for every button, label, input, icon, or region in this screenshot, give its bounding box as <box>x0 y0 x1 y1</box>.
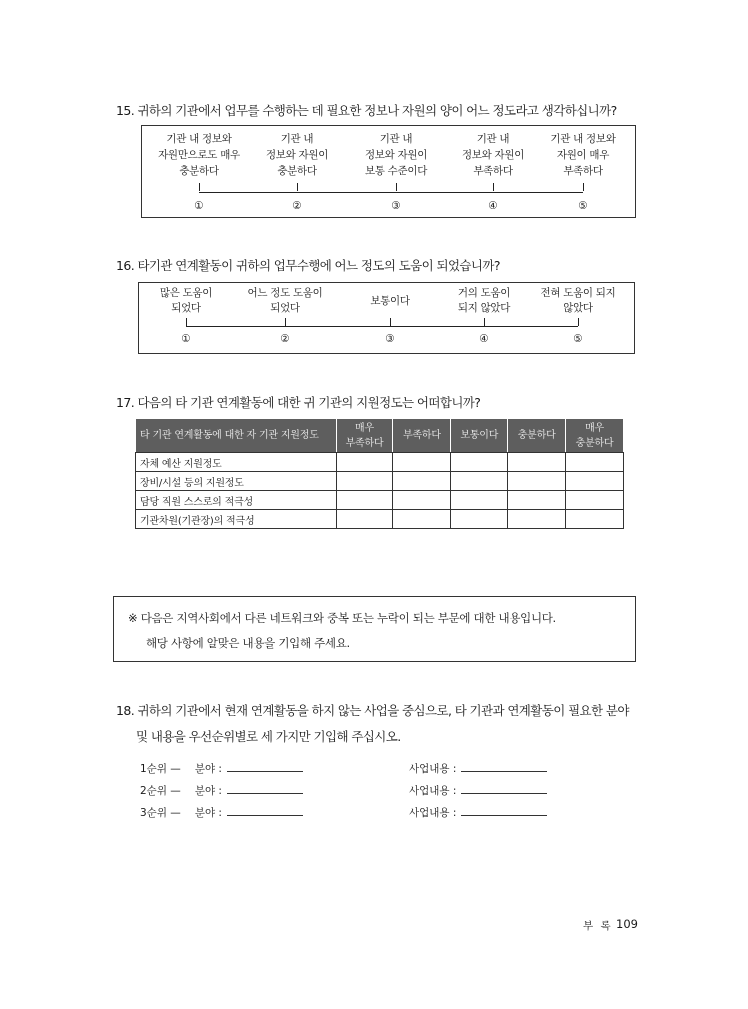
content-input[interactable] <box>461 805 547 816</box>
scale-tick <box>199 183 200 191</box>
rating-cell[interactable] <box>508 491 566 510</box>
scale-option-marker[interactable]: ⑤ <box>573 333 583 345</box>
scale-option-text: 않았다 <box>563 302 593 314</box>
question-17-title: 17. 다음의 타 기관 연계활동에 대한 귀 기관의 지원정도는 어떠합니까? <box>116 395 481 410</box>
scale-option-marker[interactable]: ③ <box>385 333 395 345</box>
content-row <box>409 783 547 798</box>
rank-label: 3순위 <box>140 807 167 819</box>
question-18-title-line-1: 18. 귀하의 기관에서 현재 연계활동을 하지 않는 사업을 중심으로, 타 기관과 연계활동이 필요한 분야 <box>116 703 629 718</box>
header-text: 보통이다 <box>460 430 499 441</box>
scale-option-text: 되었다 <box>270 302 300 314</box>
rating-cell[interactable] <box>566 472 624 491</box>
scale-tick <box>396 183 397 191</box>
row-label: 기관차원(기관장)의 적극성 <box>136 510 337 529</box>
scale-option-label <box>131 286 241 316</box>
rating-cell[interactable] <box>451 510 508 529</box>
scale-option-text: 기관 내 <box>379 133 413 145</box>
content-input[interactable] <box>461 761 547 772</box>
scale-option-marker[interactable]: ⑤ <box>578 200 588 212</box>
rating-cell[interactable] <box>393 453 451 472</box>
scale-option-text: 자원이 매우 <box>556 149 610 161</box>
scale-tick <box>297 183 298 191</box>
rating-cell[interactable] <box>566 491 624 510</box>
scale-option-text: 정보와 자원이 <box>461 149 525 161</box>
scale-tick <box>578 318 579 326</box>
rating-cell[interactable] <box>393 510 451 529</box>
table-header-rating <box>451 419 508 453</box>
table-row <box>136 491 624 510</box>
scale-tick <box>285 318 286 326</box>
scale-tick <box>583 183 584 191</box>
rating-cell[interactable] <box>508 510 566 529</box>
rank-dash: — <box>166 763 181 775</box>
content-label: 사업내용 : <box>409 785 457 797</box>
row-label: 자체 예산 지원정도 <box>136 453 337 472</box>
field-input[interactable] <box>227 805 303 816</box>
rating-cell[interactable] <box>566 453 624 472</box>
rating-cell[interactable] <box>336 472 393 491</box>
scale-option-text: 정보와 자원이 <box>265 149 329 161</box>
scale-option-text: 보통이다 <box>370 295 410 307</box>
scale-tick <box>484 318 485 326</box>
question-16-scale <box>138 282 635 354</box>
scale-tick <box>186 318 187 326</box>
table-row <box>136 510 624 529</box>
scale-option-label <box>230 286 340 316</box>
table-header-rating <box>566 419 624 453</box>
scale-option-text: 정보와 자원이 <box>364 149 428 161</box>
scale-option-text: 되었다 <box>171 302 201 314</box>
rating-cell[interactable] <box>508 472 566 491</box>
scale-option-text: 기관 내 정보와 <box>550 133 616 145</box>
rank-dash: — <box>166 807 181 819</box>
scale-option-label <box>144 131 254 179</box>
notice-box <box>113 596 636 662</box>
table-header-rating <box>336 419 393 453</box>
rating-cell[interactable] <box>336 491 393 510</box>
scale-line <box>186 326 578 327</box>
question-17-table <box>135 418 624 529</box>
field-input[interactable] <box>227 761 303 772</box>
scale-option-text: 거의 도움이 <box>457 287 511 299</box>
table-row <box>136 453 624 472</box>
question-18-title-line-2: 및 내용을 우선순위별로 세 가지만 기입해 주십시오. <box>136 729 401 744</box>
row-label: 장비/시설 등의 지원정도 <box>136 472 337 491</box>
table-header-rating <box>393 419 451 453</box>
scale-option-marker[interactable]: ② <box>292 200 302 212</box>
rating-cell[interactable] <box>451 453 508 472</box>
rating-cell[interactable] <box>336 510 393 529</box>
scale-option-label <box>341 131 451 179</box>
scale-option-text: 기관 내 <box>280 133 314 145</box>
table-header-item: 타 기관 연계활동에 대한 자 기관 지원정도 <box>136 419 337 453</box>
scale-option-marker[interactable]: ③ <box>391 200 401 212</box>
scale-option-marker[interactable]: ② <box>280 333 290 345</box>
scale-option-text: 되지 않았다 <box>457 302 511 314</box>
priority-row <box>140 805 303 820</box>
rating-cell[interactable] <box>451 491 508 510</box>
field-label: 분야 : <box>194 785 222 797</box>
scale-option-text: 어느 정도 도움이 <box>247 287 323 299</box>
scale-option-text: 보통 수준이다 <box>364 165 428 177</box>
scale-option-text: 부족하다 <box>473 165 513 177</box>
scale-option-text: 기관 내 정보와 <box>166 133 232 145</box>
scale-option-marker[interactable]: ④ <box>488 200 498 212</box>
content-label: 사업내용 : <box>409 807 457 819</box>
rating-cell[interactable] <box>566 510 624 529</box>
rank-label: 1순위 <box>140 763 167 775</box>
table-header-rating <box>508 419 566 453</box>
content-row <box>409 761 547 776</box>
scale-option-text: 많은 도움이 <box>159 287 213 299</box>
header-text: 매우 <box>355 422 374 434</box>
field-input[interactable] <box>227 783 303 794</box>
priority-row <box>140 761 303 776</box>
rank-label: 2순위 <box>140 785 167 797</box>
scale-option-text: 충분하다 <box>179 165 219 177</box>
scale-option-label <box>242 131 352 179</box>
table-row <box>136 472 624 491</box>
rating-cell[interactable] <box>393 491 451 510</box>
notice-line-1: ※ 다음은 지역사회에서 다른 네트워크와 중복 또는 누락이 되는 부문에 대한 내용입니다. <box>128 611 556 625</box>
header-text: 충분하다 <box>575 437 614 449</box>
rank-dash: — <box>166 785 181 797</box>
scale-option-text: 기관 내 <box>476 133 510 145</box>
header-text: 매우 <box>585 422 604 434</box>
question-15-title: 15. 귀하의 기관에서 업무를 수행하는 데 필요한 정보나 자원의 양이 어느 정도라고 생각하십니까? <box>116 103 617 118</box>
notice-line-2: 해당 사항에 알맞은 내용을 기입해 주세요. <box>146 636 350 650</box>
scale-tick <box>390 318 391 326</box>
footer-section: 부 록 <box>583 920 613 932</box>
rating-cell[interactable] <box>508 453 566 472</box>
rating-cell[interactable] <box>336 453 393 472</box>
page-number: 109 <box>616 917 638 931</box>
scale-option-marker[interactable]: ① <box>181 333 191 345</box>
scale-option-text: 충분하다 <box>277 165 317 177</box>
field-label: 분야 : <box>194 763 222 775</box>
question-16-title: 16. 타기관 연계활동이 귀하의 업무수행에 어느 정도의 도움이 되었습니까? <box>116 258 500 273</box>
priority-row <box>140 783 303 798</box>
scale-option-label <box>523 286 633 316</box>
scale-tick <box>493 183 494 191</box>
header-text: 충분하다 <box>517 430 556 441</box>
content-input[interactable] <box>461 783 547 794</box>
content-label: 사업내용 : <box>409 763 457 775</box>
scale-option-text: 자원만으로도 매우 <box>158 149 240 161</box>
scale-option-marker[interactable]: ① <box>194 200 204 212</box>
field-label: 분야 : <box>194 807 222 819</box>
rating-cell[interactable] <box>393 472 451 491</box>
header-text: 부족하다 <box>402 430 441 441</box>
row-label: 담당 직원 스스로의 적극성 <box>136 491 337 510</box>
content-row <box>409 805 547 820</box>
question-15-scale <box>141 125 636 218</box>
scale-option-text: 전혀 도움이 되지 <box>540 287 616 299</box>
header-text: 부족하다 <box>345 437 384 449</box>
scale-option-marker[interactable]: ④ <box>479 333 489 345</box>
rating-cell[interactable] <box>451 472 508 491</box>
scale-line <box>199 192 583 193</box>
scale-option-label <box>528 131 638 179</box>
scale-option-text: 부족하다 <box>563 165 603 177</box>
